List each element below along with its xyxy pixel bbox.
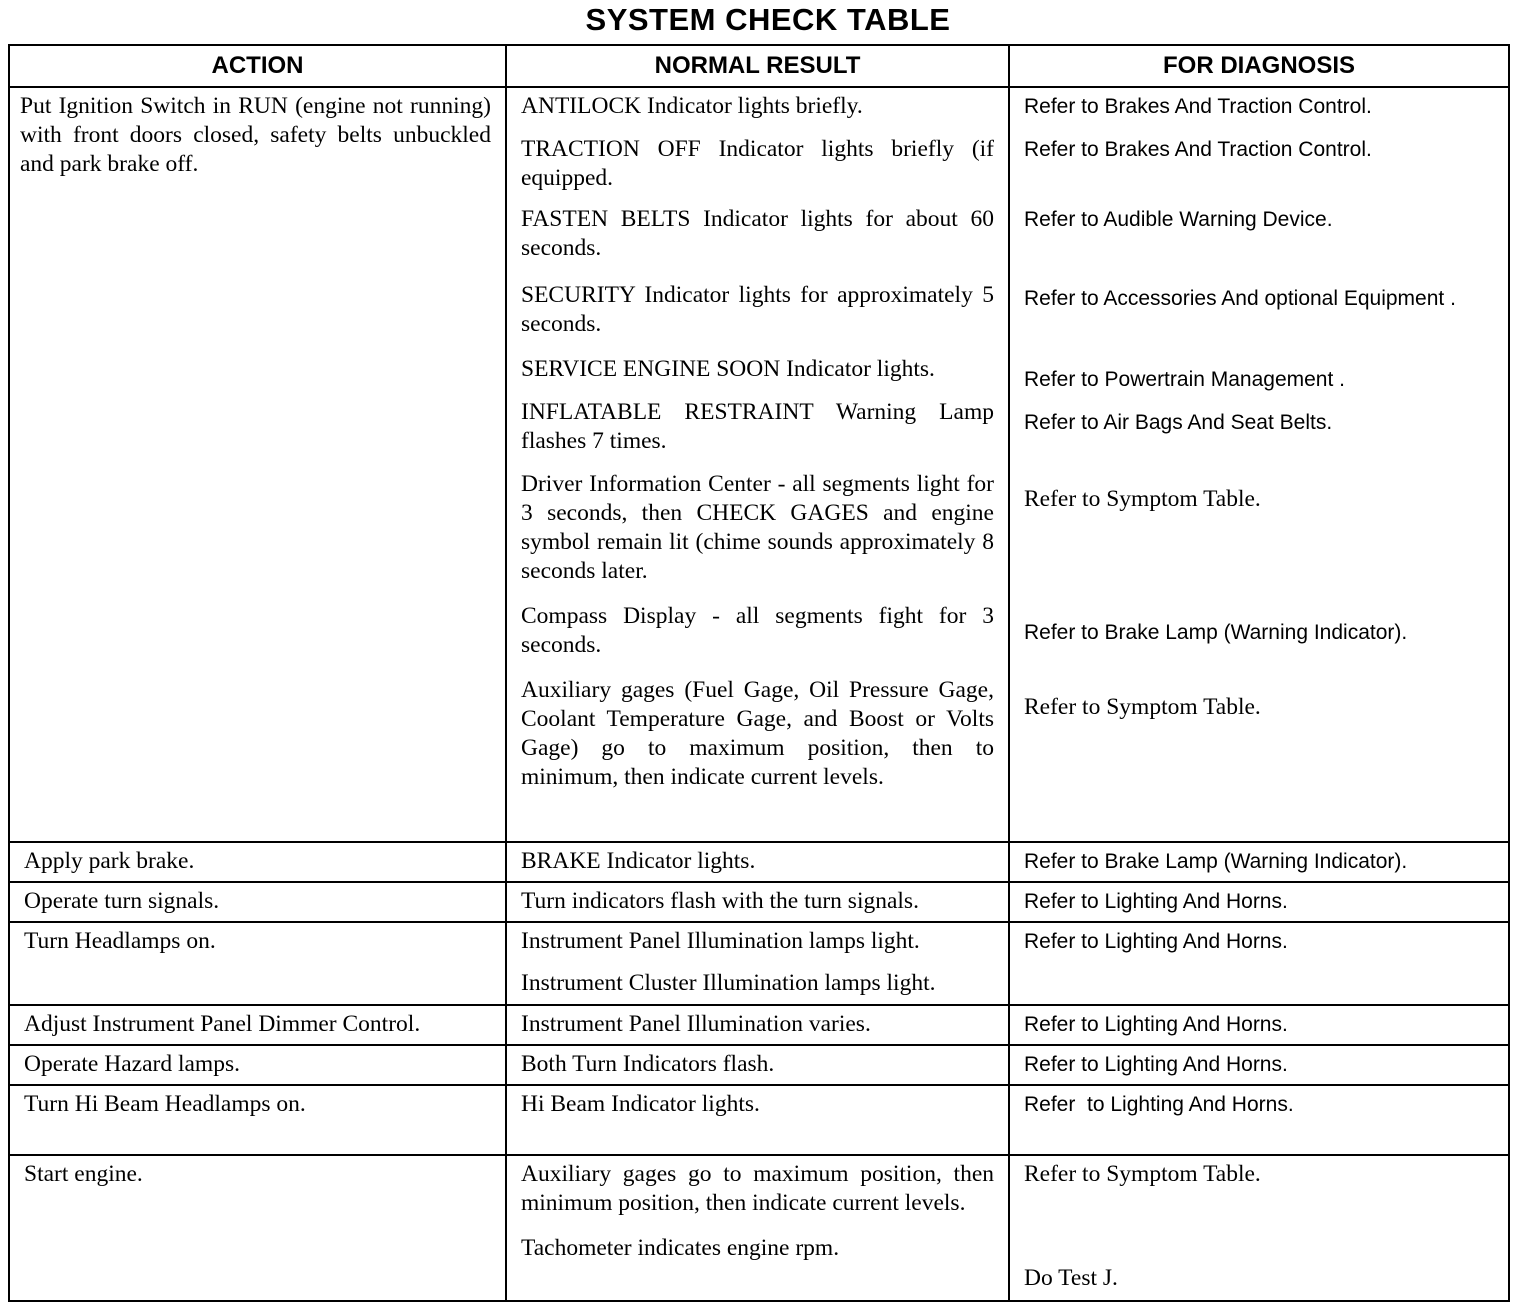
result-text: Auxiliary gages (Fuel Gage, Oil Pressure Gage, Coolant Temperature Gage, and Boost or Volts Gage) go to maximum position, then to minimum, then indicate current levels. [521, 677, 994, 790]
result-text: ANTILOCK Indicator lights briefly. [521, 93, 863, 119]
diagnosis-text: Do Test J. [1024, 1265, 1118, 1291]
result-text: INFLATABLE RESTRAINT Warning Lamp flashes 7 times. [521, 399, 994, 454]
diagnosis-cell [1009, 1005, 1509, 1045]
table-row [9, 87, 1509, 842]
diagnosis-text: Refer to Brake Lamp (Warning Indicator). [1024, 850, 1408, 873]
diagnosis-cell [1009, 842, 1509, 882]
action-text: Adjust Instrument Panel Dimmer Control. [24, 1011, 421, 1037]
header-row [9, 45, 1509, 87]
result-text: Both Turn Indicators flash. [521, 1051, 775, 1077]
diagnosis-text: Refer to Lighting And Horns. [1024, 890, 1288, 913]
action-cell [9, 922, 506, 1005]
result-cell [506, 1085, 1009, 1155]
result-text: TRACTION OFF Indicator lights briefly (if equipped. [521, 136, 994, 191]
action-text: Put Ignition Switch in RUN (engine not running) with front doors closed, safety belts unbuckled and park brake off. [20, 93, 491, 177]
result-text: SERVICE ENGINE SOON Indicator lights. [521, 356, 935, 382]
result-text: Auxiliary gages go to maximum position, then minimum position, then indicate current levels. [521, 1161, 994, 1216]
diagnosis-cell [1009, 87, 1509, 842]
action-cell [9, 842, 506, 882]
result-text: BRAKE Indicator lights. [521, 848, 756, 874]
result-cell [506, 1045, 1009, 1085]
table-row [9, 922, 1509, 1005]
result-cell [506, 882, 1009, 922]
page-title: SYSTEM CHECK TABLE [585, 2, 951, 37]
action-text: Operate Hazard lamps. [24, 1051, 240, 1077]
diagnosis-text: Refer to Accessories And optional Equipment . [1024, 287, 1456, 310]
result-cell [506, 87, 1009, 842]
diagnosis-cell [1009, 1085, 1509, 1155]
diagnosis-text: Refer to Powertrain Management . [1024, 368, 1345, 391]
for-diagnosis-header: FOR DIAGNOSIS [1009, 45, 1509, 87]
table-row [9, 1155, 1509, 1301]
result-text: Instrument Panel Illumination lamps light. [521, 928, 920, 954]
table-row [9, 882, 1509, 922]
action-cell [9, 1085, 506, 1155]
result-text: Instrument Panel Illumination varies. [521, 1011, 871, 1037]
diagnosis-cell [1009, 882, 1509, 922]
action-text: Operate turn signals. [24, 888, 220, 914]
diagnosis-text: Refer to Lighting And Horns. [1024, 1053, 1288, 1076]
result-cell [506, 922, 1009, 1005]
diagnosis-text: Refer to Symptom Table. [1024, 694, 1261, 720]
action-text: Start engine. [24, 1161, 143, 1187]
action-text: Apply park brake. [24, 848, 195, 874]
result-cell [506, 1155, 1009, 1301]
diagnosis-text: Refer to Symptom Table. [1024, 1161, 1261, 1187]
diagnosis-cell [1009, 922, 1509, 1005]
diagnosis-text: Refer to Lighting And Horns. [1024, 1093, 1294, 1116]
action-text: Turn Headlamps on. [24, 928, 216, 954]
normal-result-header: NORMAL RESULT [506, 45, 1009, 87]
diagnosis-text: Refer to Brake Lamp (Warning Indicator). [1024, 621, 1408, 644]
system-check-table [8, 44, 1510, 1302]
diagnosis-text: Refer to Air Bags And Seat Belts. [1024, 411, 1333, 434]
result-text: Turn indicators flash with the turn signals. [521, 888, 919, 914]
diagnosis-text: Refer to Lighting And Horns. [1024, 1013, 1288, 1036]
diagnosis-text: Refer to Brakes And Traction Control. [1024, 138, 1372, 161]
action-cell [9, 1005, 506, 1045]
table-row [9, 1005, 1509, 1045]
result-text: Tachometer indicates engine rpm. [521, 1235, 840, 1261]
action-cell [9, 87, 506, 842]
result-text: Compass Display - all segments fight for 3 seconds. [521, 603, 994, 658]
action-cell [9, 1155, 506, 1301]
diagnosis-text: Refer to Symptom Table. [1024, 486, 1261, 512]
result-cell [506, 842, 1009, 882]
diagnosis-text: Refer to Brakes And Traction Control. [1024, 95, 1372, 118]
table-row [9, 842, 1509, 882]
diagnosis-cell [1009, 1045, 1509, 1085]
action-cell [9, 1045, 506, 1085]
action-cell [9, 882, 506, 922]
table-row [9, 1045, 1509, 1085]
result-text: Hi Beam Indicator lights. [521, 1091, 760, 1117]
result-text: FASTEN BELTS Indicator lights for about 60 seconds. [521, 206, 994, 261]
table-row [9, 1085, 1509, 1155]
action-header: ACTION [9, 45, 506, 87]
result-cell [506, 1005, 1009, 1045]
action-text: Turn Hi Beam Headlamps on. [24, 1091, 306, 1117]
diagnosis-text: Refer to Audible Warning Device. [1024, 208, 1333, 231]
result-text: Driver Information Center - all segments light for 3 seconds, then CHECK GAGES and engine symbol remain lit (chime sounds approximately 8 seconds later. [521, 471, 994, 584]
diagnosis-text: Refer to Lighting And Horns. [1024, 930, 1288, 953]
result-text: Instrument Cluster Illumination lamps light. [521, 970, 936, 996]
result-text: SECURITY Indicator lights for approximately 5 seconds. [521, 282, 994, 337]
diagnosis-cell [1009, 1155, 1509, 1301]
